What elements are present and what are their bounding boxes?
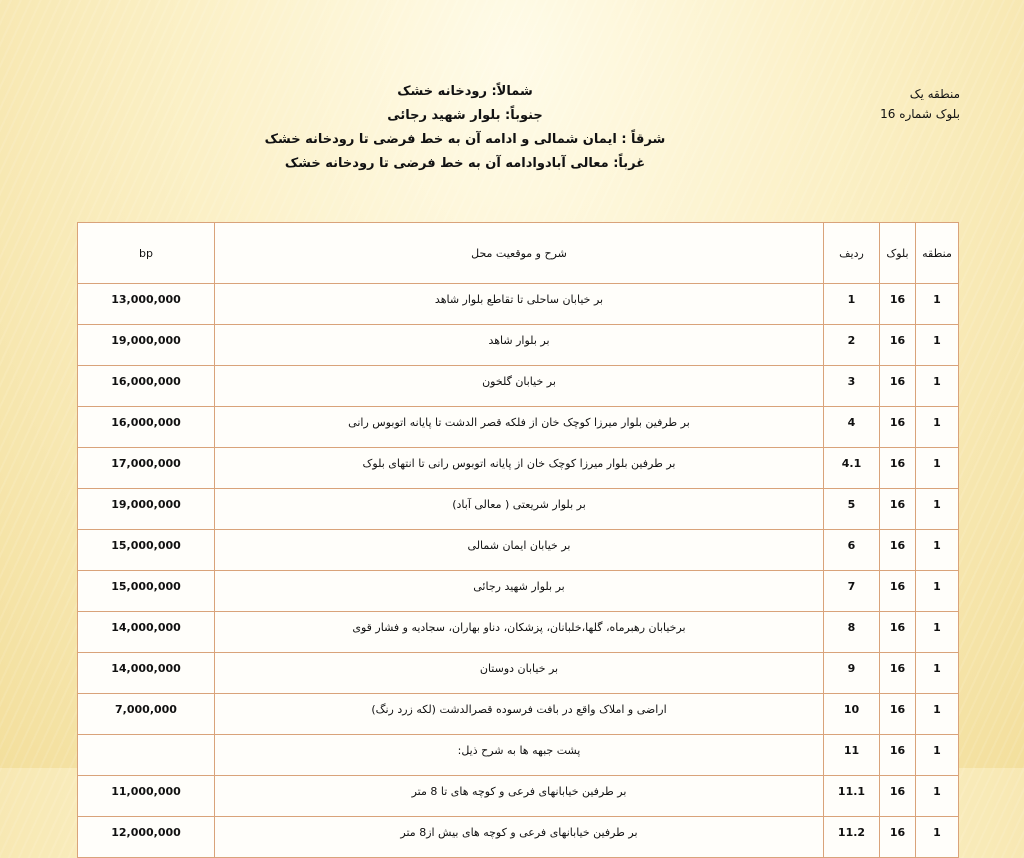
price-table	[77, 222, 959, 858]
cell-description: بر بلوار شریعتی ( معالی آباد)	[215, 489, 824, 530]
cell-row-number: 11.2	[824, 817, 880, 858]
boundary-description	[250, 80, 680, 176]
cell-description: بر طرفین خیابانهای فرعی و کوچه های بیش از8 متر	[215, 817, 824, 858]
cell-row-number: 11	[824, 735, 880, 776]
cell-bp: 15,000,000	[78, 571, 215, 612]
cell-row-number: 11.1	[824, 776, 880, 817]
cell-description: پشت جبهه ها به شرح ذیل:	[215, 735, 824, 776]
cell-zone: 1	[916, 694, 959, 735]
cell-bp: 14,000,000	[78, 653, 215, 694]
cell-description: بر خیابان گلخون	[215, 366, 824, 407]
cell-row-number: 1	[824, 284, 880, 325]
region-block	[880, 84, 960, 124]
cell-bp: 14,000,000	[78, 612, 215, 653]
cell-block: 16	[880, 817, 916, 858]
cell-description: بر طرفین خیابانهای فرعی و کوچه های تا 8 متر	[215, 776, 824, 817]
boundary-west: غرباً: معالی آبادوادامه آن به خط فرضی تا رودخانه خشک	[284, 156, 646, 171]
boundary-south: جنوباً: بلوار شهید رجائی	[387, 108, 543, 123]
table-row	[78, 653, 959, 694]
region-title: منطقه یک	[909, 87, 960, 101]
cell-zone: 1	[916, 366, 959, 407]
table-row	[78, 489, 959, 530]
cell-bp: 15,000,000	[78, 530, 215, 571]
table-row	[78, 284, 959, 325]
cell-block: 16	[880, 366, 916, 407]
cell-zone: 1	[916, 284, 959, 325]
cell-zone: 1	[916, 489, 959, 530]
cell-description: برخیابان رهبرماه، گلها،خلبانان، پزشکان، دناو بهاران، سجادیه و فشار قوی	[215, 612, 824, 653]
table-row	[78, 407, 959, 448]
cell-zone: 1	[916, 571, 959, 612]
cell-row-number: 7	[824, 571, 880, 612]
table-row	[78, 776, 959, 817]
cell-bp: 7,000,000	[78, 694, 215, 735]
cell-description: بر خیابان ایمان شمالی	[215, 530, 824, 571]
cell-description: بر طرفین بلوار میرزا کوچک خان از فلکه قصر الدشت تا پایانه اتوبوس رانی	[215, 407, 824, 448]
table-row	[78, 325, 959, 366]
cell-description: بر خیابان ساحلی تا تقاطع بلوار شاهد	[215, 284, 824, 325]
cell-block: 16	[880, 325, 916, 366]
cell-block: 16	[880, 530, 916, 571]
cell-bp: 16,000,000	[78, 366, 215, 407]
header-block: بلوک	[880, 223, 916, 284]
cell-zone: 1	[916, 448, 959, 489]
table-row	[78, 448, 959, 489]
cell-block: 16	[880, 571, 916, 612]
cell-description: بر خیابان دوستان	[215, 653, 824, 694]
cell-block: 16	[880, 776, 916, 817]
cell-bp: 13,000,000	[78, 284, 215, 325]
cell-row-number: 2	[824, 325, 880, 366]
cell-row-number: 10	[824, 694, 880, 735]
table-row	[78, 817, 959, 858]
cell-block: 16	[880, 612, 916, 653]
cell-row-number: 4	[824, 407, 880, 448]
cell-bp: 19,000,000	[78, 489, 215, 530]
cell-row-number: 4.1	[824, 448, 880, 489]
header-description: شرح و موقعیت محل	[215, 223, 824, 284]
table-row	[78, 366, 959, 407]
table-row	[78, 694, 959, 735]
cell-description: بر بلوار شهید رجائی	[215, 571, 824, 612]
cell-bp: 19,000,000	[78, 325, 215, 366]
cell-row-number: 9	[824, 653, 880, 694]
cell-row-number: 6	[824, 530, 880, 571]
table-row	[78, 612, 959, 653]
block-number: بلوک شماره 16	[880, 107, 960, 121]
cell-bp: 17,000,000	[78, 448, 215, 489]
cell-zone: 1	[916, 325, 959, 366]
table-header-row	[78, 223, 959, 284]
cell-zone: 1	[916, 612, 959, 653]
cell-block: 16	[880, 653, 916, 694]
header-bp: bp	[78, 223, 215, 284]
cell-description: اراضی و املاک واقع در بافت فرسوده قصرالدشت (لکه زرد رنگ)	[215, 694, 824, 735]
cell-row-number: 5	[824, 489, 880, 530]
header-row-number: ردیف	[824, 223, 880, 284]
cell-block: 16	[880, 735, 916, 776]
cell-block: 16	[880, 448, 916, 489]
cell-zone: 1	[916, 776, 959, 817]
cell-row-number: 3	[824, 366, 880, 407]
cell-zone: 1	[916, 817, 959, 858]
boundary-east: شرقاً : ایمان شمالی و ادامه آن به خط فرضی تا رودخانه خشک	[264, 132, 666, 147]
cell-zone: 1	[916, 653, 959, 694]
cell-block: 16	[880, 407, 916, 448]
table-row	[78, 735, 959, 776]
cell-bp: 11,000,000	[78, 776, 215, 817]
cell-zone: 1	[916, 530, 959, 571]
header-zone: منطقه	[916, 223, 959, 284]
cell-bp: 16,000,000	[78, 407, 215, 448]
table-row	[78, 571, 959, 612]
cell-row-number: 8	[824, 612, 880, 653]
cell-bp	[78, 735, 215, 776]
cell-block: 16	[880, 694, 916, 735]
cell-zone: 1	[916, 407, 959, 448]
table-row	[78, 530, 959, 571]
cell-block: 16	[880, 284, 916, 325]
boundary-north: شمالاً: رودخانه خشک	[397, 84, 533, 99]
cell-block: 16	[880, 489, 916, 530]
cell-bp: 12,000,000	[78, 817, 215, 858]
cell-zone: 1	[916, 735, 959, 776]
cell-description: بر بلوار شاهد	[215, 325, 824, 366]
cell-description: بر طرفین بلوار میرزا کوچک خان از پایانه اتوبوس رانی تا انتهای بلوک	[215, 448, 824, 489]
